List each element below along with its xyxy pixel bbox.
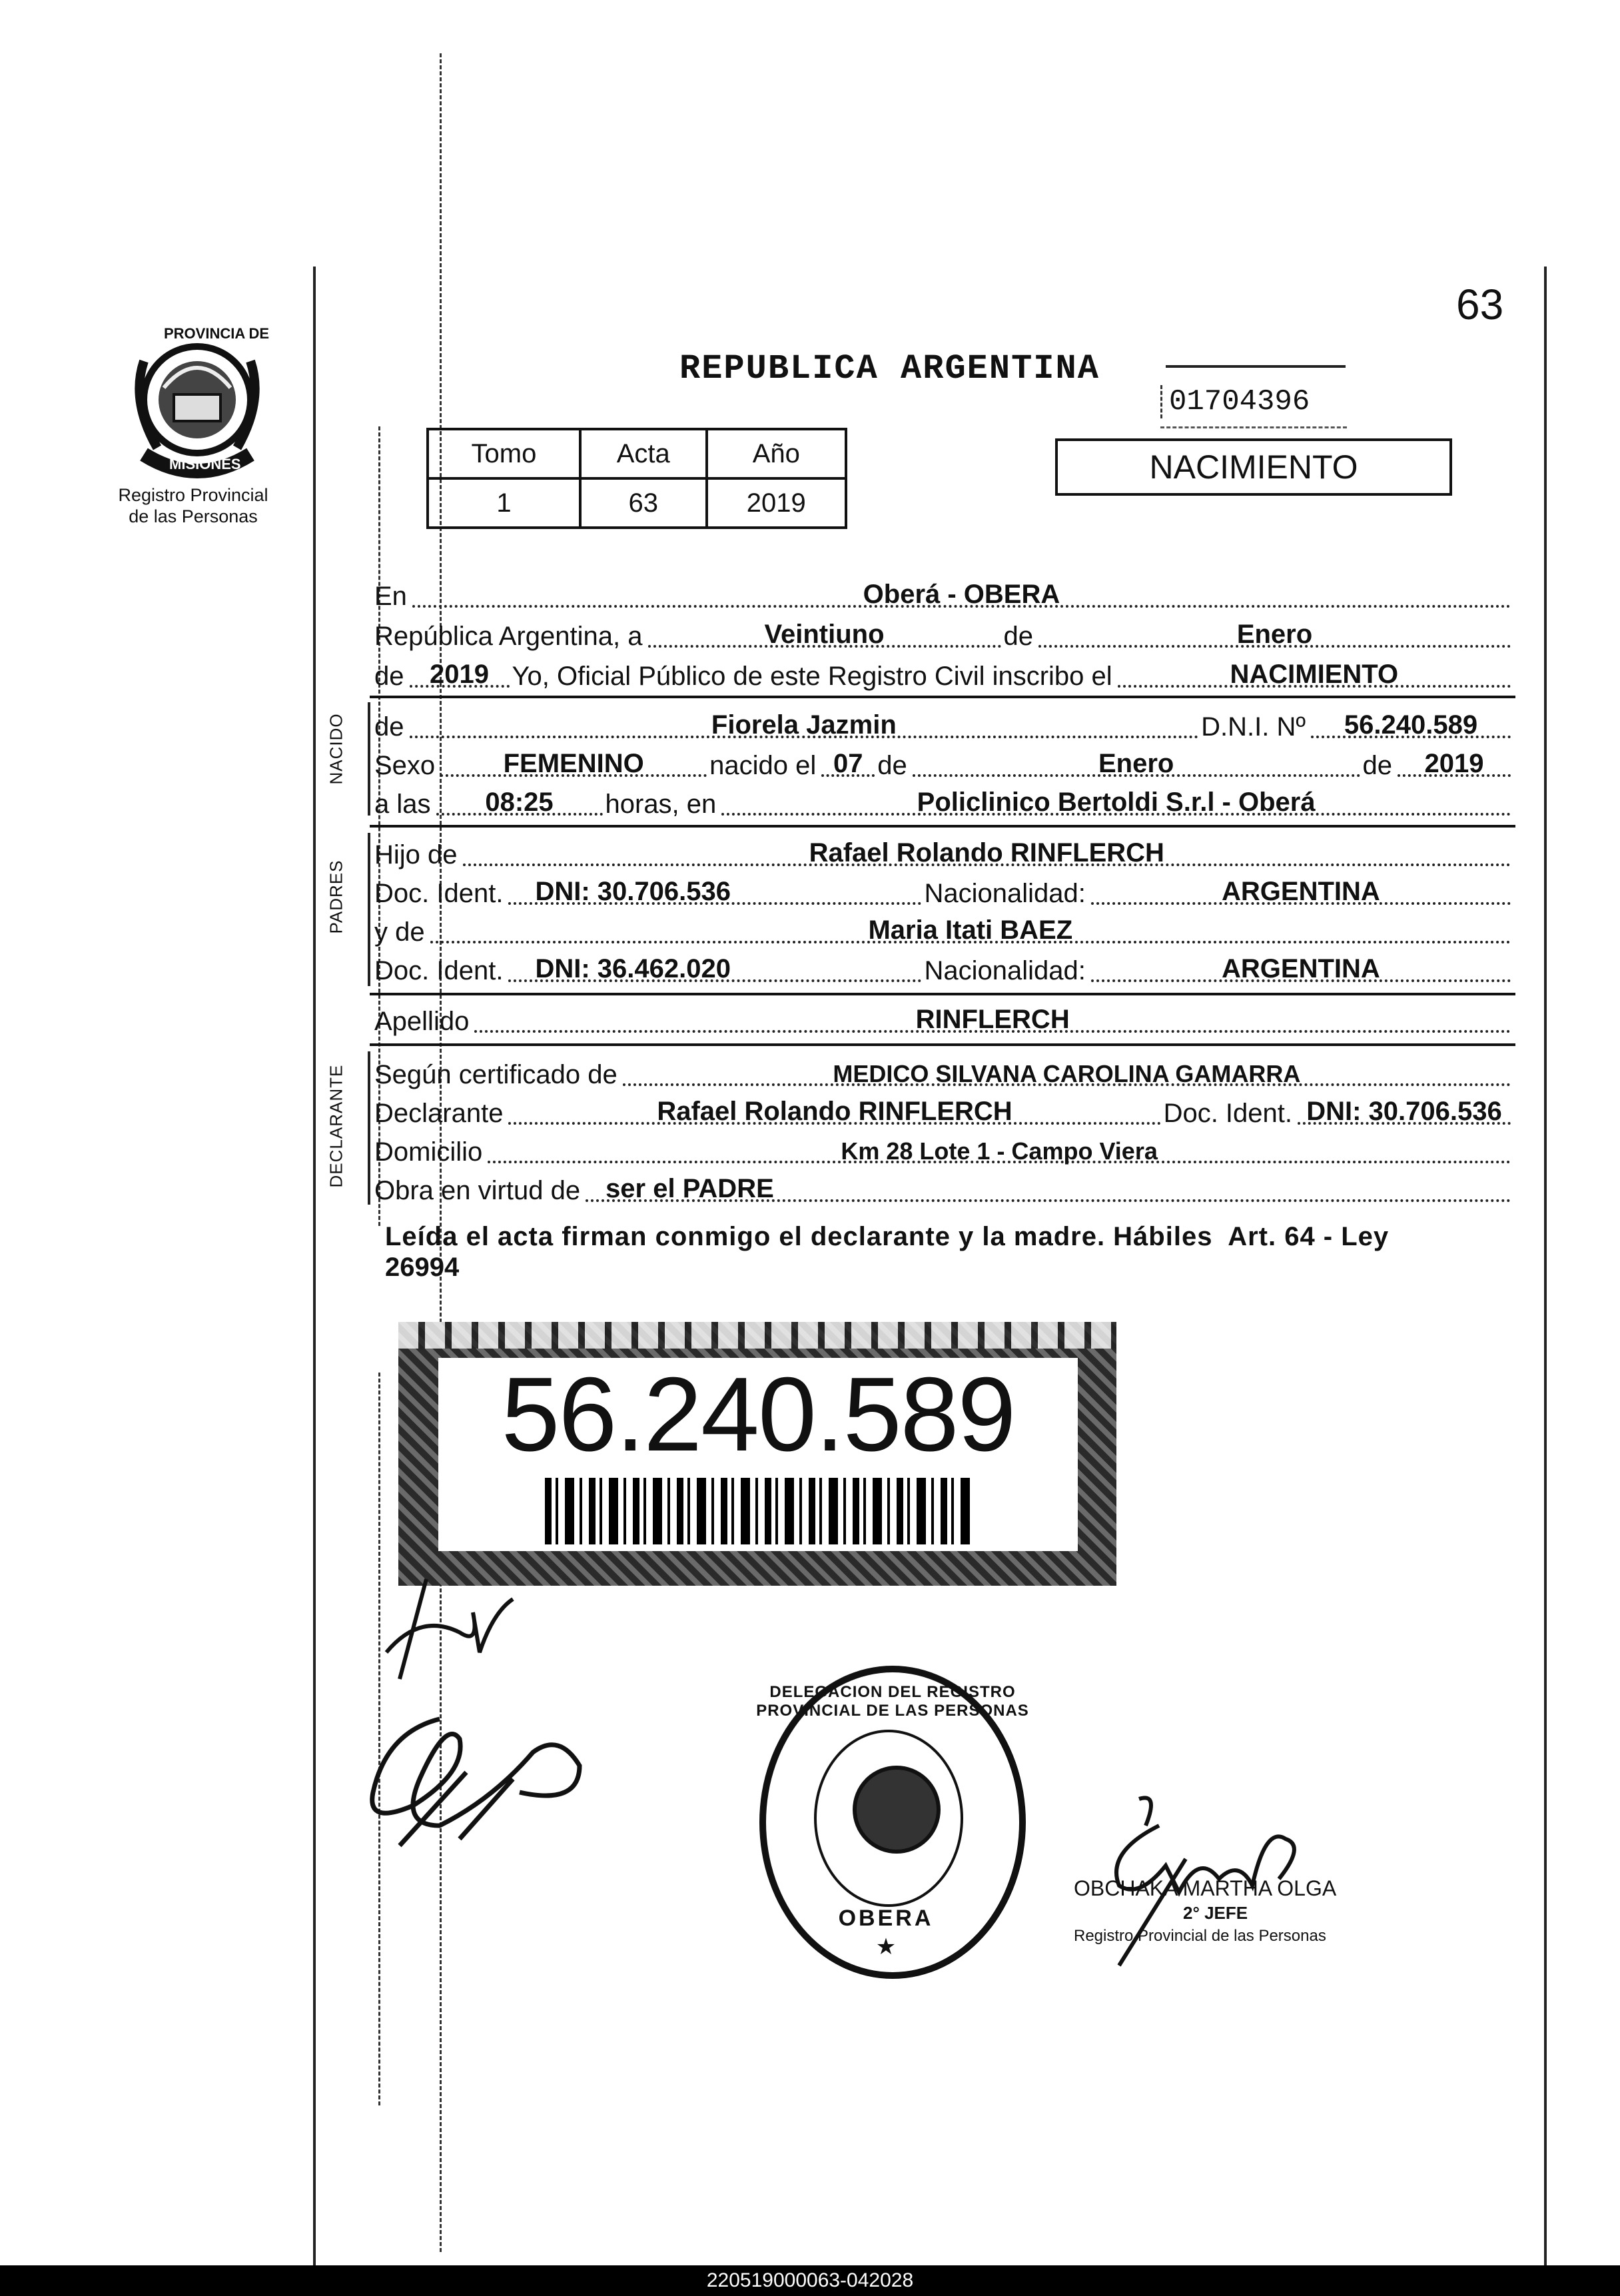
field-mother-doc: DNI: 36.462.020: [508, 957, 921, 982]
label-declarant-doc: Doc. Ident.: [1163, 1099, 1292, 1128]
closing-text-2: 26994: [385, 1253, 460, 1282]
footer-bar: [0, 2265, 1620, 2296]
seal-ring-text: DELEGACION DEL REGISTRO PROVINCIAL DE LAS PERSONAS: [756, 1683, 1029, 1720]
row-place: [374, 574, 1513, 612]
label-obra: Obra en virtud de: [374, 1176, 581, 1205]
seal-city: OBERA: [838, 1906, 934, 1931]
section-label-declarant: DECLARANTE: [326, 1064, 346, 1188]
officer-title: 2° JEFE: [1183, 1903, 1248, 1923]
field-year: 2019: [410, 662, 510, 688]
closing-text-1: Leída el acta firman conmigo el declarante y la madre. Hábiles Art. 64 - Ley: [385, 1222, 1390, 1251]
field-father-nationality: ARGENTINA: [1091, 879, 1511, 905]
registry-caption-1: Registro Provincial: [118, 485, 268, 505]
label-horas-en: horas, en: [605, 790, 717, 819]
document-type: NACIMIENTO: [1149, 448, 1358, 486]
field-born-place: Policlinico Bertoldi S.r.l - Oberá: [721, 790, 1511, 816]
field-father-doc: DNI: 30.706.536: [508, 879, 921, 905]
footer-reference: 220519000063-042028: [706, 2269, 914, 2291]
logo-text-top: PROVINCIA DE: [164, 325, 270, 342]
registry-seal: [756, 1666, 1029, 1979]
label-apellido: Apellido: [374, 1007, 470, 1036]
label-born-de: de: [374, 712, 404, 742]
value-acta: 63: [580, 478, 707, 528]
label-certificado: Según certificado de: [374, 1060, 617, 1089]
signature-declarant-2: [360, 1692, 613, 1852]
row-father-doc: [374, 871, 1513, 909]
sticker-number: 56.240.589: [501, 1356, 1015, 1473]
field-month: Enero: [1038, 622, 1511, 648]
seal-emblem: [853, 1766, 941, 1854]
section-bar-declarant: [368, 1051, 370, 1205]
field-time: 08:25: [436, 790, 603, 816]
label-hijo-de: Hijo de: [374, 840, 458, 869]
field-event: NACIMIENTO: [1118, 662, 1511, 688]
registry-caption-2: de las Personas: [129, 506, 258, 526]
label-sexo: Sexo: [374, 751, 436, 780]
row-year-event: [374, 654, 1513, 692]
field-born-dni: 56.240.589: [1311, 713, 1511, 738]
field-sex: FEMENINO: [440, 752, 707, 777]
serial-line: [1166, 365, 1346, 368]
sticker-letter-band: [398, 1322, 1116, 1349]
section-bar-parents: [368, 833, 370, 986]
section-label-born: NACIDO: [326, 713, 346, 785]
label-republica: República Argentina, a: [374, 622, 643, 651]
divider-4: [370, 1043, 1515, 1046]
row-capacity: [374, 1169, 1513, 1206]
row-surname: [374, 999, 1513, 1037]
field-day-words: Veintiuno: [648, 622, 1001, 648]
header-acta: Acta: [580, 429, 707, 478]
field-mother-name: Maria Itati BAEZ: [430, 918, 1511, 943]
section-bar-born: [368, 702, 370, 816]
label-a-las: a las: [374, 790, 431, 819]
label-mother-doc: Doc. Ident.: [374, 956, 504, 985]
label-y-de: y de: [374, 917, 425, 947]
field-born-year: 2019: [1398, 752, 1511, 777]
signature-declarant-1: [380, 1572, 526, 1686]
row-certificate: [374, 1053, 1513, 1090]
field-born-month: Enero: [913, 752, 1360, 777]
row-address: [374, 1130, 1513, 1167]
label-declarante: Declarante: [374, 1099, 504, 1128]
field-father-name: Rafael Rolando RINFLERCH: [463, 841, 1511, 866]
row-born-time-place: [374, 782, 1513, 820]
value-ano: 2019: [707, 478, 846, 528]
field-address: Km 28 Lote 1 - Campo Viera: [488, 1138, 1511, 1163]
left-border-line: [313, 267, 316, 2265]
field-born-day: 07: [821, 752, 875, 777]
label-de-year: de: [374, 662, 404, 691]
field-born-name: Fiorela Jazmin: [410, 713, 1199, 738]
province-logo: [117, 321, 277, 481]
section-label-parents: PADRES: [326, 860, 346, 934]
divider-1: [370, 696, 1515, 698]
divider-2: [370, 825, 1515, 828]
label-born-de-month: de: [877, 751, 907, 780]
seal-star-icon: ★: [875, 1934, 897, 1960]
label-father-doc: Doc. Ident.: [374, 879, 504, 908]
label-en: En: [374, 582, 407, 611]
logo-text-bottom: MISIONES: [169, 456, 241, 472]
row-mother-name: [374, 910, 1513, 947]
field-declarant-doc: DNI: 30.706.536: [1298, 1099, 1511, 1125]
officer-office: Registro Provincial de las Personas: [1074, 1927, 1326, 1945]
sticker-panel: [438, 1358, 1078, 1551]
country-title: REPUBLICA ARGENTINA: [679, 349, 1100, 388]
label-born-de-year: de: [1362, 751, 1392, 780]
divider-3: [370, 993, 1515, 995]
document-type-box: [1055, 438, 1452, 496]
register-table: [426, 428, 847, 529]
row-born-name: [374, 705, 1513, 742]
row-father-name: [374, 833, 1513, 870]
label-dni: D.N.I. Nº: [1201, 712, 1306, 742]
label-officer: Yo, Oficial Público de este Registro Civil inscribo el: [512, 662, 1112, 691]
label-de: de: [1003, 622, 1033, 651]
row-mother-doc: [374, 949, 1513, 986]
label-domicilio: Domicilio: [374, 1137, 483, 1167]
field-capacity: ser el PADRE: [586, 1177, 1511, 1202]
field-city: Oberá - OBERA: [412, 582, 1511, 608]
page-number: 63: [1456, 281, 1504, 328]
field-surname: RINFLERCH: [474, 1007, 1511, 1033]
right-border-line: [1544, 267, 1547, 2265]
header-tomo: Tomo: [428, 429, 580, 478]
serial-number: 01704396: [1160, 385, 1310, 418]
row-declarant: [374, 1091, 1513, 1129]
label-nacido-el: nacido el: [709, 751, 817, 780]
value-tomo: 1: [428, 478, 580, 528]
field-declarant-name: Rafael Rolando RINFLERCH: [508, 1099, 1160, 1125]
label-mother-nationality: Nacionalidad:: [924, 956, 1086, 985]
row-date: [374, 614, 1513, 652]
sticker-barcode: [545, 1478, 971, 1544]
id-sticker: [398, 1322, 1116, 1586]
field-certificate: MEDICO SILVANA CAROLINA GAMARRA: [623, 1061, 1511, 1086]
header-ano: Año: [707, 429, 846, 478]
officer-name: OBCHAKA MARTHA OLGA: [1074, 1876, 1337, 1900]
row-born-sex-date: [374, 744, 1513, 781]
field-mother-nationality: ARGENTINA: [1091, 957, 1511, 982]
serial-underline: [1160, 426, 1347, 428]
label-father-nationality: Nacionalidad:: [924, 879, 1086, 908]
